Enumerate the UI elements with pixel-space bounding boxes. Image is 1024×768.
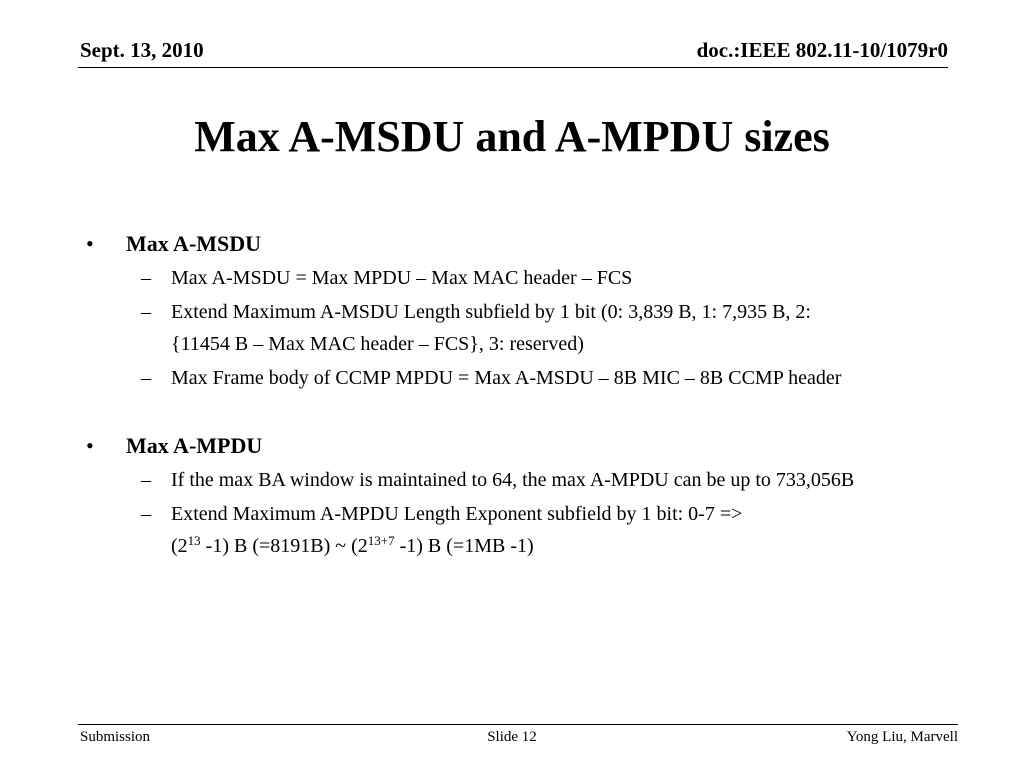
slide-title: Max A-MSDU and A-MPDU sizes xyxy=(194,112,830,161)
bullet-label: Max A-MPDU xyxy=(126,433,263,458)
formula-part-b: -1) B (=8191B) ~ (2 xyxy=(200,535,368,557)
sub-bullet-exponent xyxy=(86,498,861,562)
sub-bullet-text: Extend Maximum A-MSDU Length subfield by 1 bit (0: 3,839 B, 1: 7,935 B, 2: {11454 B – Max MAC header – FCS}, 3: reserved) xyxy=(171,301,811,355)
header-divider xyxy=(78,67,948,68)
dash-icon: – xyxy=(141,267,151,289)
formula-part-c: -1) B (=1MB -1) xyxy=(394,535,534,557)
footer-divider xyxy=(78,724,958,725)
slide-body xyxy=(86,228,946,564)
dash-icon: – xyxy=(141,503,151,525)
exponent-b: 13+7 xyxy=(367,533,395,548)
sub-bullet xyxy=(86,262,861,294)
dash-icon: – xyxy=(141,469,151,491)
sub-bullet xyxy=(86,296,861,360)
sub-bullet-text-line1: Extend Maximum A-MPDU Length Exponent subfield by 1 bit: 0-7 => xyxy=(171,503,743,525)
dash-icon: – xyxy=(141,367,151,389)
footer-slide-number: Slide 12 xyxy=(487,729,537,745)
sub-bullet-text: Max A-MSDU = Max MPDU – Max MAC header – FCS xyxy=(171,267,633,289)
sub-bullet xyxy=(86,362,861,394)
bullet-label: Max A-MSDU xyxy=(126,231,262,256)
sub-bullet xyxy=(86,464,861,496)
header-doc-id: doc.:IEEE 802.11-10/1079r0 xyxy=(696,38,948,62)
section-spacer xyxy=(86,396,946,430)
header-date: Sept. 13, 2010 xyxy=(80,38,204,62)
sub-bullet-text: If the max BA window is maintained to 64, the max A-MPDU can be up to 733,056B xyxy=(171,469,855,491)
formula-part-a: (2 xyxy=(171,535,188,557)
bullet-max-ampdu xyxy=(86,430,946,462)
bullet-max-amsdu xyxy=(86,228,946,260)
footer-author: Yong Liu, Marvell xyxy=(846,729,958,745)
footer-submission: Submission xyxy=(80,729,151,745)
dash-icon: – xyxy=(141,301,151,323)
exponent-a: 13 xyxy=(187,533,201,548)
bullet-dot-icon: • xyxy=(86,231,94,256)
bullet-dot-icon: • xyxy=(86,433,94,458)
sub-bullet-text: Max Frame body of CCMP MPDU = Max A-MSDU – 8B MIC – 8B CCMP header xyxy=(171,367,842,389)
